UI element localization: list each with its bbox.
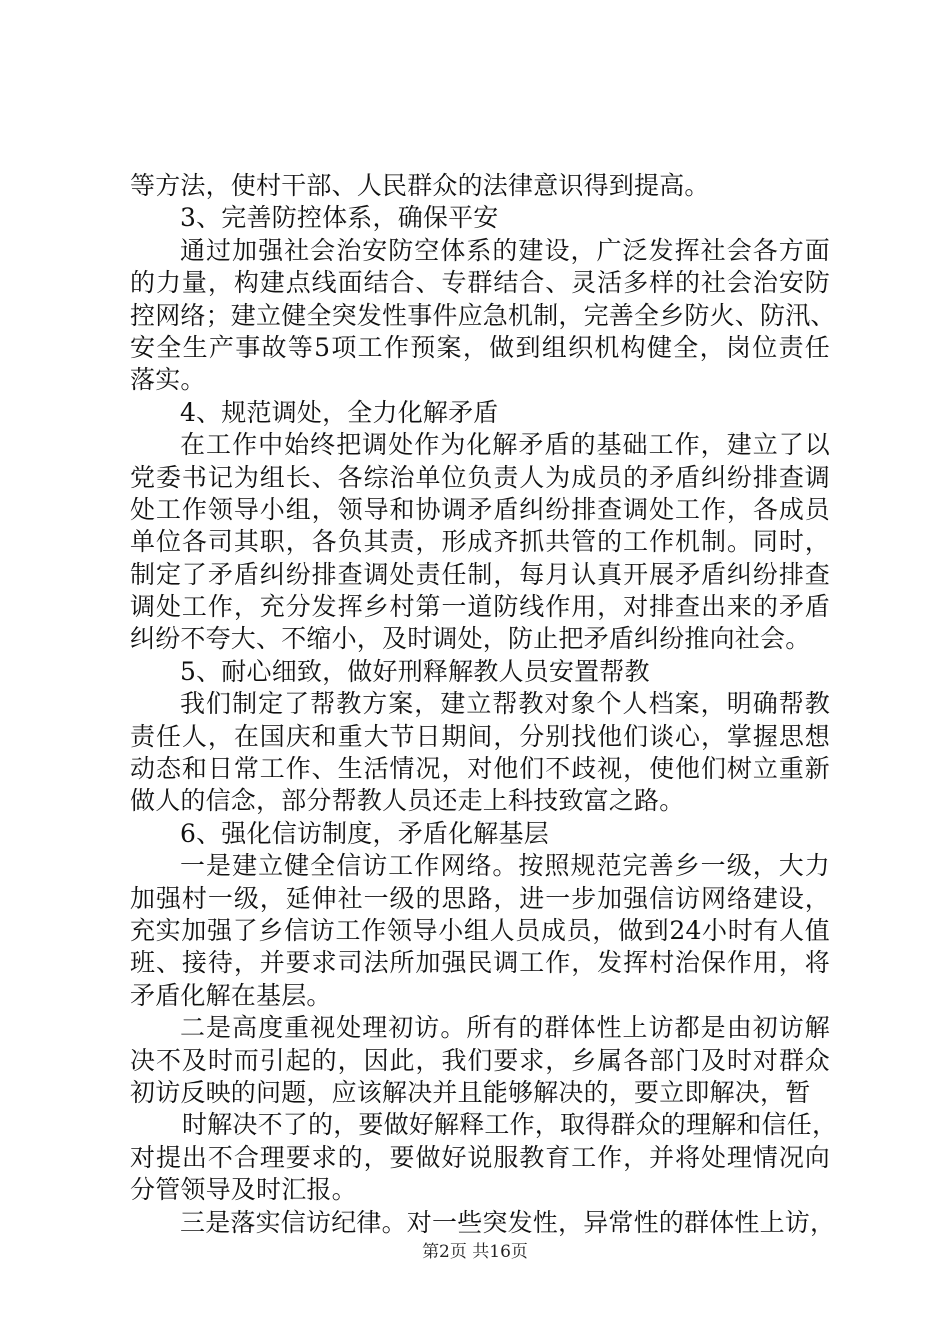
paragraph-line: 决不及时而引起的，因此，我们要求，乡属各部门及时对群众 [130, 1045, 830, 1075]
section-heading: 6、强化信访制度，矛盾化解基层 [180, 818, 549, 848]
paragraph-line: 一是建立健全信访工作网络。按照规范完善乡一级，大力 [180, 851, 830, 881]
paragraph-line: 单位各司其职，各负其责，形成齐抓共管的工作机制。同时， [130, 527, 830, 557]
paragraph-line: 等方法，使村干部、人民群众的法律意识得到提高。 [130, 171, 710, 200]
section-heading: 3、完善防控体系，确保平安 [180, 203, 499, 233]
paragraph-line: 动态和日常工作、生活情况，对他们不歧视，使他们树立重新 [130, 754, 830, 784]
paragraph-line: 纠纷不夸大、不缩小，及时调处，防止把矛盾纠纷推向社会。 [130, 624, 811, 654]
paragraph-line: 控网络；建立健全突发性事件应急机制，完善全乡防火、防汛、 [130, 300, 836, 330]
paragraph-line: 的力量，构建点线面结合、专群结合、灵活多样的社会治安防 [130, 268, 830, 298]
paragraph-line: 三是落实信访纪律。对一些突发性，异常性的群体性上访， [180, 1207, 836, 1237]
paragraph-line: 我们制定了帮教方案，建立帮教对象个人档案，明确帮教 [180, 689, 830, 719]
paragraph-line: 二是高度重视处理初访。所有的群体性上访都是由初访解 [180, 1013, 830, 1043]
paragraph-line: 调处工作，充分发挥乡村第一道防线作用，对排查出来的矛盾 [130, 592, 830, 622]
paragraph-line: 班、接待，并要求司法所加强民调工作，发挥村治保作用，将 [130, 948, 830, 978]
paragraph-line: 矛盾化解在基层。 [130, 980, 332, 1010]
paragraph-line: 党委书记为组长、各综治单位负责人为成员的矛盾纠纷排查调 [130, 462, 830, 492]
paragraph-line: 在工作中始终把调处作为化解矛盾的基础工作，建立了以 [180, 430, 830, 460]
paragraph-line: 分管领导及时汇报。 [130, 1175, 357, 1205]
paragraph-line: 对提出不合理要求的，要做好说服教育工作，并将处理情况向 [130, 1142, 830, 1172]
section-heading: 4、规范调处，全力化解矛盾 [180, 397, 499, 427]
paragraph-line: 加强村一级，延伸社一级的思路，进一步加强信访网络建设， [130, 883, 830, 913]
paragraph-line: 时解决不了的，要做好解释工作，取得群众的理解和信任， [182, 1110, 838, 1140]
paragraph-line: 落实。 [130, 365, 206, 395]
paragraph-line: 做人的信念，部分帮教人员还走上科技致富之路。 [130, 786, 685, 816]
page-number-footer: 第2页 共16页 [422, 1242, 528, 1262]
paragraph-line: 安全生产事故等5项工作预案，做到组织机构健全，岗位责任 [130, 332, 830, 362]
document-body [130, 170, 838, 1239]
paragraph-line: 处工作领导小组，领导和协调矛盾纠纷排查调处工作，各成员 [130, 494, 830, 524]
paragraph-line: 通过加强社会治安防空体系的建设，广泛发挥社会各方面 [180, 235, 830, 265]
paragraph-line: 制定了矛盾纠纷排查调处责任制，每月认真开展矛盾纠纷排查 [130, 559, 830, 589]
paragraph-line: 初访反映的问题，应该解决并且能够解决的，要立即解决，暂 [130, 1077, 811, 1107]
paragraph-line: 责任人，在国庆和重大节日期间，分别找他们谈心，掌握思想 [130, 721, 830, 751]
section-heading: 5、耐心细致，做好刑释解教人员安置帮教 [180, 656, 650, 686]
paragraph-line: 充实加强了乡信访工作领导小组人员成员，做到24小时有人值 [130, 915, 830, 945]
